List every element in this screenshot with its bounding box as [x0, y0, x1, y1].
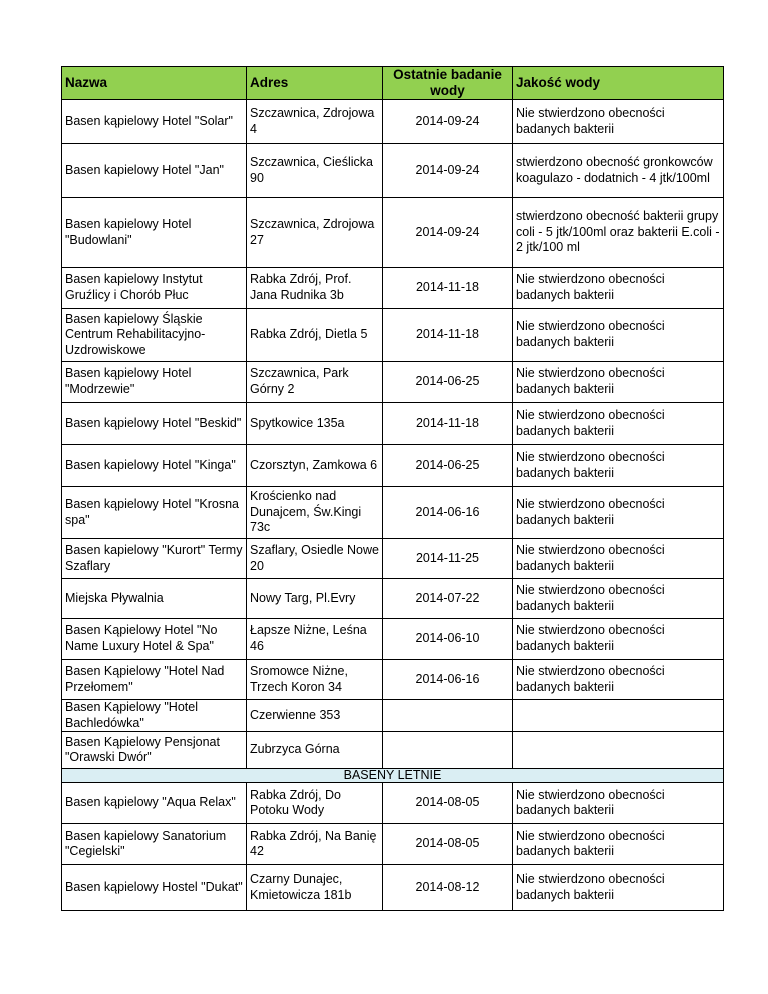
- water-quality: Nie stwierdzono obecności badanych bakterii: [513, 579, 724, 619]
- test-date: 2014-06-25: [383, 445, 513, 487]
- pool-address: Szaflary, Osiedle Nowe 20: [247, 539, 383, 579]
- section-label-summer-pools: BASENY LETNIE: [62, 769, 724, 783]
- test-date: [383, 732, 513, 769]
- test-date: [383, 700, 513, 732]
- test-date: 2014-11-18: [383, 403, 513, 445]
- table-row: [62, 362, 724, 403]
- pool-name: Basen kąpielowy "Aqua Relax": [62, 783, 247, 824]
- pool-name: Basen Kąpielowy "Hotel Bachledówka": [62, 700, 247, 732]
- table-row: [62, 732, 724, 769]
- pool-address: Czerwienne 353: [247, 700, 383, 732]
- table-row: [62, 539, 724, 579]
- pool-address: Łapsze Niżne, Leśna 46: [247, 619, 383, 660]
- water-quality: Nie stwierdzono obecności badanych bakterii: [513, 539, 724, 579]
- pool-name: Basen kapielowy Śląskie Centrum Rehabilitacyjno-Uzdrowiskowe: [62, 309, 247, 362]
- table-row: [62, 700, 724, 732]
- pool-name: Basen kąpielowy Hotel "Krosna spa": [62, 487, 247, 539]
- pool-address: Nowy Targ, Pl.Evry: [247, 579, 383, 619]
- header-last-water-test: Ostatnie badanie wody: [383, 67, 513, 100]
- section-row: [62, 769, 724, 783]
- pool-name: Basen kąpielowy Hotel "Modrzewie": [62, 362, 247, 403]
- water-quality: Nie stwierdzono obecności badanych bakterii: [513, 865, 724, 911]
- test-date: 2014-11-25: [383, 539, 513, 579]
- test-date: 2014-11-18: [383, 268, 513, 309]
- pool-address: Rabka Zdrój, Dietla 5: [247, 309, 383, 362]
- test-date: 2014-07-22: [383, 579, 513, 619]
- test-date: 2014-08-05: [383, 824, 513, 865]
- table-row: [62, 445, 724, 487]
- pool-address: Rabka Zdrój, Do Potoku Wody: [247, 783, 383, 824]
- water-quality: Nie stwierdzono obecności badanych bakterii: [513, 660, 724, 700]
- pool-name: Basen kąpielowy Hotel "Solar": [62, 100, 247, 144]
- water-quality: Nie stwierdzono obecności badanych bakterii: [513, 445, 724, 487]
- table-row: [62, 865, 724, 911]
- pool-address: Sromowce Niżne, Trzech Koron 34: [247, 660, 383, 700]
- pool-name: Basen Kąpielowy "Hotel Nad Przełomem": [62, 660, 247, 700]
- water-quality: Nie stwierdzono obecności badanych bakterii: [513, 487, 724, 539]
- pool-name: Basen kąpielowy Hotel "Beskid": [62, 403, 247, 445]
- water-quality: Nie stwierdzono obecności badanych bakterii: [513, 100, 724, 144]
- pool-water-quality-table: [61, 66, 724, 911]
- table-row: [62, 660, 724, 700]
- test-date: 2014-06-16: [383, 487, 513, 539]
- table-row: [62, 309, 724, 362]
- header-address: Adres: [247, 67, 383, 100]
- pool-address: Krościenko nad Dunajcem, Św.Kingi 73c: [247, 487, 383, 539]
- water-quality: Nie stwierdzono obecności badanych bakterii: [513, 783, 724, 824]
- pool-address: Rabka Zdrój, Prof. Jana Rudnika 3b: [247, 268, 383, 309]
- test-date: 2014-11-18: [383, 309, 513, 362]
- header-name: Nazwa: [62, 67, 247, 100]
- water-quality: Nie stwierdzono obecności badanych bakterii: [513, 403, 724, 445]
- pool-name: Basen kąpielowy Hostel "Dukat": [62, 865, 247, 911]
- table-row: [62, 268, 724, 309]
- test-date: 2014-06-10: [383, 619, 513, 660]
- table-row: [62, 783, 724, 824]
- test-date: 2014-08-12: [383, 865, 513, 911]
- water-quality: Nie stwierdzono obecności badanych bakterii: [513, 362, 724, 403]
- water-quality: Nie stwierdzono obecności badanych bakterii: [513, 309, 724, 362]
- water-quality: stwierdzono obecność gronkowców koagulazo - dodatnich - 4 jtk/100ml: [513, 144, 724, 198]
- water-quality: [513, 700, 724, 732]
- table-row: [62, 824, 724, 865]
- pool-address: Szczawnica, Zdrojowa 27: [247, 198, 383, 268]
- header-water-quality: Jakość wody: [513, 67, 724, 100]
- water-quality: stwierdzono obecność bakterii grupy coli - 5 jtk/100ml oraz bakterii E.coli - 2 jtk/100 ml: [513, 198, 724, 268]
- table-row: [62, 403, 724, 445]
- pool-name: Basen kapielowy Instytut Gruźlicy i Chorób Płuc: [62, 268, 247, 309]
- pool-address: Szczawnica, Park Górny 2: [247, 362, 383, 403]
- pool-name: Miejska Pływalnia: [62, 579, 247, 619]
- pool-name: Basen kapielowy Hotel "Jan": [62, 144, 247, 198]
- pool-address: Spytkowice 135a: [247, 403, 383, 445]
- pool-name: Basen Kąpielowy Pensjonat "Orawski Dwór": [62, 732, 247, 769]
- table-row: [62, 144, 724, 198]
- water-quality: Nie stwierdzono obecności badanych bakterii: [513, 824, 724, 865]
- pool-address: Rabka Zdrój, Na Banię 42: [247, 824, 383, 865]
- pool-name: Basen kapielowy Hotel "Kinga": [62, 445, 247, 487]
- test-date: 2014-06-16: [383, 660, 513, 700]
- test-date: 2014-09-24: [383, 100, 513, 144]
- water-quality: Nie stwierdzono obecności badanych bakterii: [513, 619, 724, 660]
- test-date: 2014-08-05: [383, 783, 513, 824]
- table-row: [62, 579, 724, 619]
- pool-address: Szczawnica, Zdrojowa 4: [247, 100, 383, 144]
- pool-address: Czorsztyn, Zamkowa 6: [247, 445, 383, 487]
- pool-address: Zubrzyca Górna: [247, 732, 383, 769]
- pool-address: Szczawnica, Cieślicka 90: [247, 144, 383, 198]
- pool-name: Basen Kąpielowy Hotel "No Name Luxury Hotel & Spa": [62, 619, 247, 660]
- pool-name: Basen kapielowy Hotel "Budowlani": [62, 198, 247, 268]
- pool-name: Basen kapielowy Sanatorium "Cegielski": [62, 824, 247, 865]
- pool-name: Basen kapielowy "Kurort" Termy Szaflary: [62, 539, 247, 579]
- test-date: 2014-09-24: [383, 144, 513, 198]
- header-row: [62, 67, 724, 100]
- water-quality: [513, 732, 724, 769]
- table-row: [62, 100, 724, 144]
- table-row: [62, 198, 724, 268]
- table-row: [62, 487, 724, 539]
- table-row: [62, 619, 724, 660]
- water-quality: Nie stwierdzono obecności badanych bakterii: [513, 268, 724, 309]
- pool-address: Czarny Dunajec, Kmietowicza 181b: [247, 865, 383, 911]
- test-date: 2014-09-24: [383, 198, 513, 268]
- test-date: 2014-06-25: [383, 362, 513, 403]
